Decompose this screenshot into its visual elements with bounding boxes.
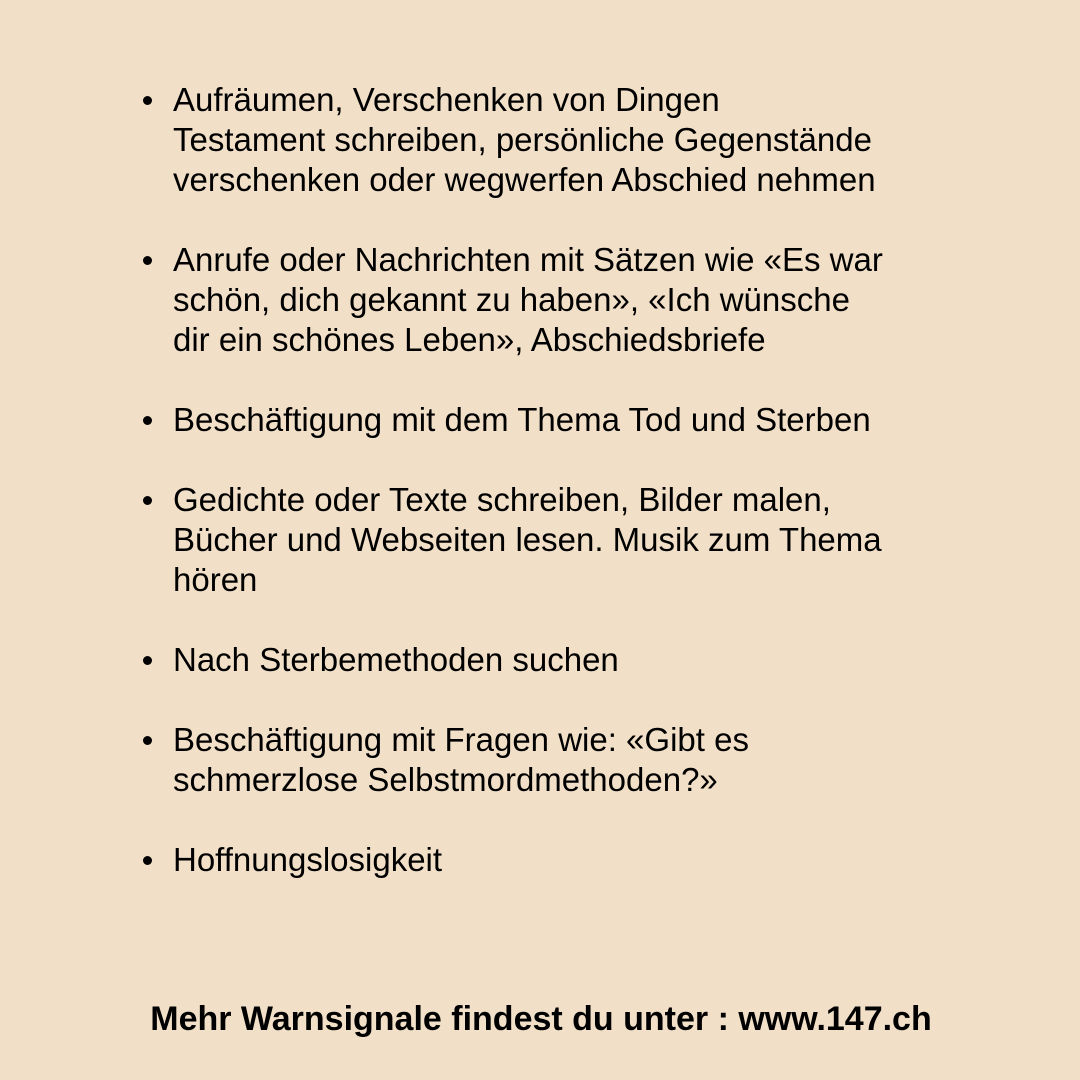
list-item: [141, 840, 971, 880]
list-item-line: Nach Sterbemethoden suchen: [173, 641, 619, 678]
list-item-line: dir ein schönes Leben», Abschiedsbriefe: [173, 321, 766, 358]
list-item-line: Gedichte oder Texte schreiben, Bilder malen,: [173, 481, 831, 518]
bullet-dot-icon: [143, 96, 152, 105]
bullet-dot-icon: [143, 256, 152, 265]
list-item-line: Beschäftigung mit dem Thema Tod und Sterben: [173, 401, 871, 438]
list-item-line: schön, dich gekannt zu haben», «Ich wünsche: [173, 281, 850, 318]
warning-signs-list: [141, 80, 971, 880]
list-item-line: Testament schreiben, persönliche Gegenstände: [173, 121, 872, 158]
footer-link-text: Mehr Warnsignale findest du unter : www.147.ch: [150, 1000, 932, 1038]
list-item-line: Beschäftigung mit Fragen wie: «Gibt es: [173, 721, 749, 758]
list-item-line: Anrufe oder Nachrichten mit Sätzen wie «Es war: [173, 241, 883, 278]
list-item-line: Aufräumen, Verschenken von Dingen: [173, 81, 720, 118]
list-item-line: Hoffnungslosigkeit: [173, 841, 443, 878]
list-item: [141, 480, 971, 600]
list-item-line: Bücher und Webseiten lesen. Musik zum Thema: [173, 521, 882, 558]
bullet-dot-icon: [143, 856, 152, 865]
bullet-dot-icon: [143, 736, 152, 745]
list-item: [141, 400, 971, 440]
list-item: [141, 720, 971, 800]
list-item: [141, 240, 971, 360]
list-item-line: hören: [173, 561, 258, 598]
list-item-line: verschenken oder wegwerfen Abschied nehmen: [173, 161, 876, 198]
bullet-dot-icon: [143, 416, 152, 425]
list-item: [141, 640, 971, 680]
bullet-dot-icon: [143, 496, 152, 505]
bullet-dot-icon: [143, 656, 152, 665]
list-item-line: schmerzlose Selbstmordmethoden?»: [173, 761, 718, 798]
list-item: [141, 80, 971, 200]
footer-note: [0, 998, 1080, 1040]
